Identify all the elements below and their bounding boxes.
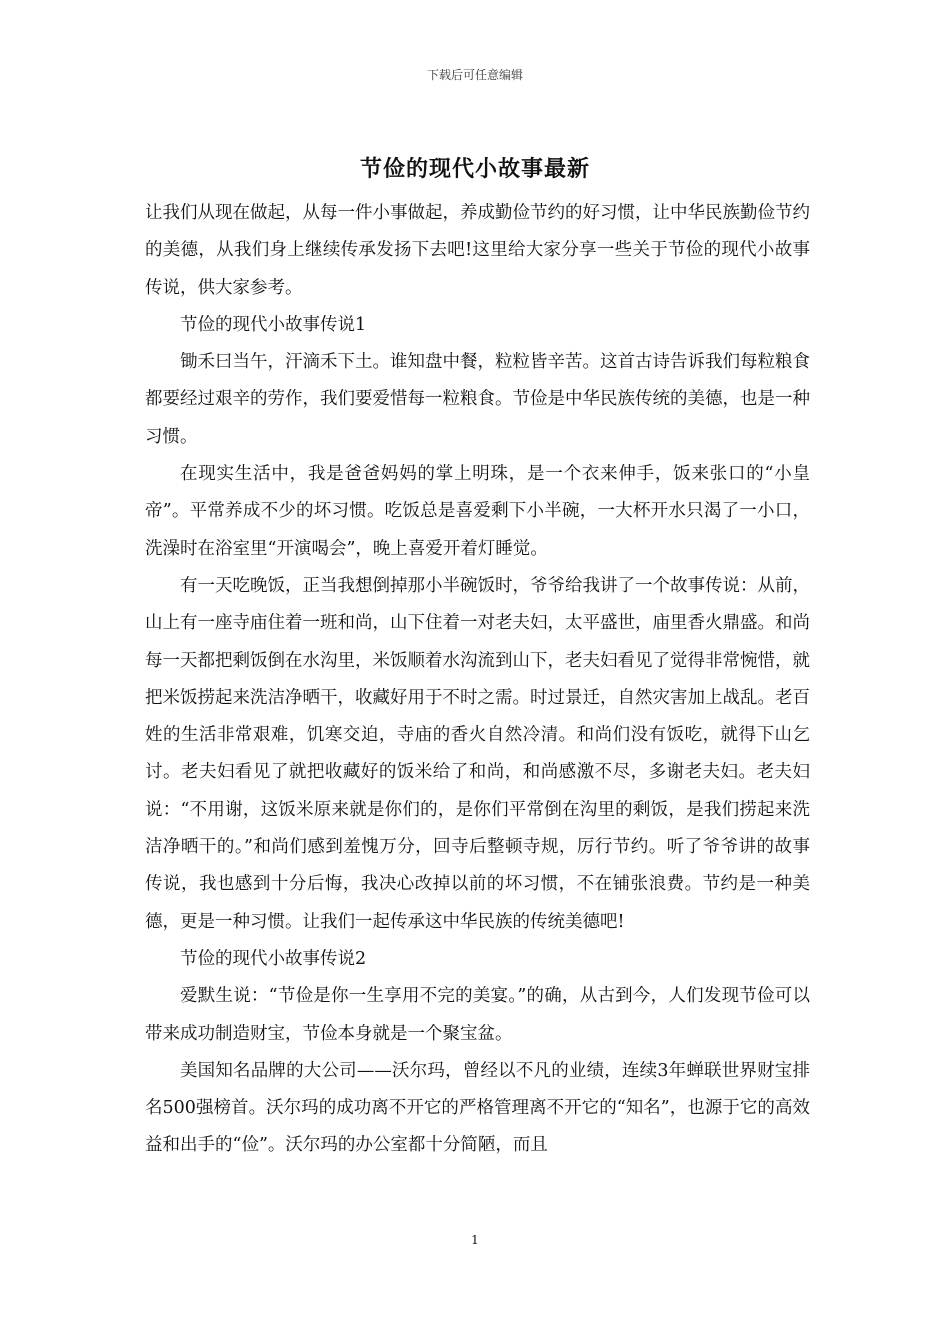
paragraph: 爱默生说：“节俭是你一生享用不完的美宴。”的确，从古到今，人们发现节俭可以带来成功制造财宝，节俭本身就是一个聚宝盆。 [145, 986, 810, 1044]
document-body [145, 195, 810, 1165]
paragraph: 有一天吃晚饭，正当我想倒掉那小半碗饭时，爷爷给我讲了一个故事传说：从前，山上有一座寺庙住着一班和尚，山下住着一对老夫妇，太平盛世，庙里香火鼎盛。和尚每一天都把剩饭倒在水沟里，米饭顺着水沟流到山下，老夫妇看见了觉得非常惋惜，就把米饭捞起来洗洁净晒干，收藏好用于不时之需。时过景迁，自然灾害加上战乱。老百姓的生活非常艰难，饥寒交迫，寺庙的香火自然冷清。和尚们没有饭吃，就得下山乞讨。老夫妇看见了就把收藏好的饭米给了和尚，和尚感激不尽，多谢老夫妇。老夫妇说：“不用谢，这饭米原来就是你们的，是你们平常倒在沟里的剩饭，是我们捞起来洗洁净晒干的。”和尚们感到羞愧万分，回寺后整顿寺规，厉行节约。听了爷爷讲的故事传说，我也感到十分后悔，我决心改掉以前的坏习惯，不在铺张浪费。节约是一种美德，更是一种习惯。让我们一起传承这中华民族的传统美德吧! [145, 575, 810, 932]
document-title: 节俭的现代小故事最新 [359, 156, 590, 182]
section-heading-2: 节俭的现代小故事传说2 [180, 948, 367, 969]
page-number: 1 [471, 1233, 479, 1247]
section-heading-1: 节俭的现代小故事传说1 [180, 314, 367, 335]
paragraph-intro: 让我们从现在做起，从每一件小事做起，养成勤俭节约的好习惯，让中华民族勤俭节约的美德，从我们身上继续传承发扬下去吧!这里给大家分享一些关于节俭的现代小故事传说，供大家参考。 [145, 203, 810, 298]
header-note: 下载后可任意编辑 [426, 68, 523, 82]
paragraph: 美国知名品牌的大公司——沃尔玛，曾经以不凡的业绩，连续3年蝉联世界财宝排名500强榜首。沃尔玛的成功离不开它的严格管理离不开它的“知名”，也源于它的高效益和出手的“俭”。沃尔玛的办公室都十分简陋，而且 [145, 1060, 810, 1156]
paragraph: 在现实生活中，我是爸爸妈妈的掌上明珠，是一个衣来伸手，饭来张口的“小皇帝”。平常养成不少的坏习惯。吃饭总是喜爱剩下小半碗，一大杯开水只渴了一小口，洗澡时在浴室里“开演喝会”，晚上喜爱开着灯睡觉。 [145, 464, 810, 559]
paragraph: 锄禾曰当午，汗滴禾下土。谁知盘中餐，粒粒皆辛苦。这首古诗告诉我们每粒粮食都要经过艰辛的劳作，我们要爱惜每一粒粮食。节俭是中华民族传统的美德，也是一种习惯。 [145, 352, 810, 447]
